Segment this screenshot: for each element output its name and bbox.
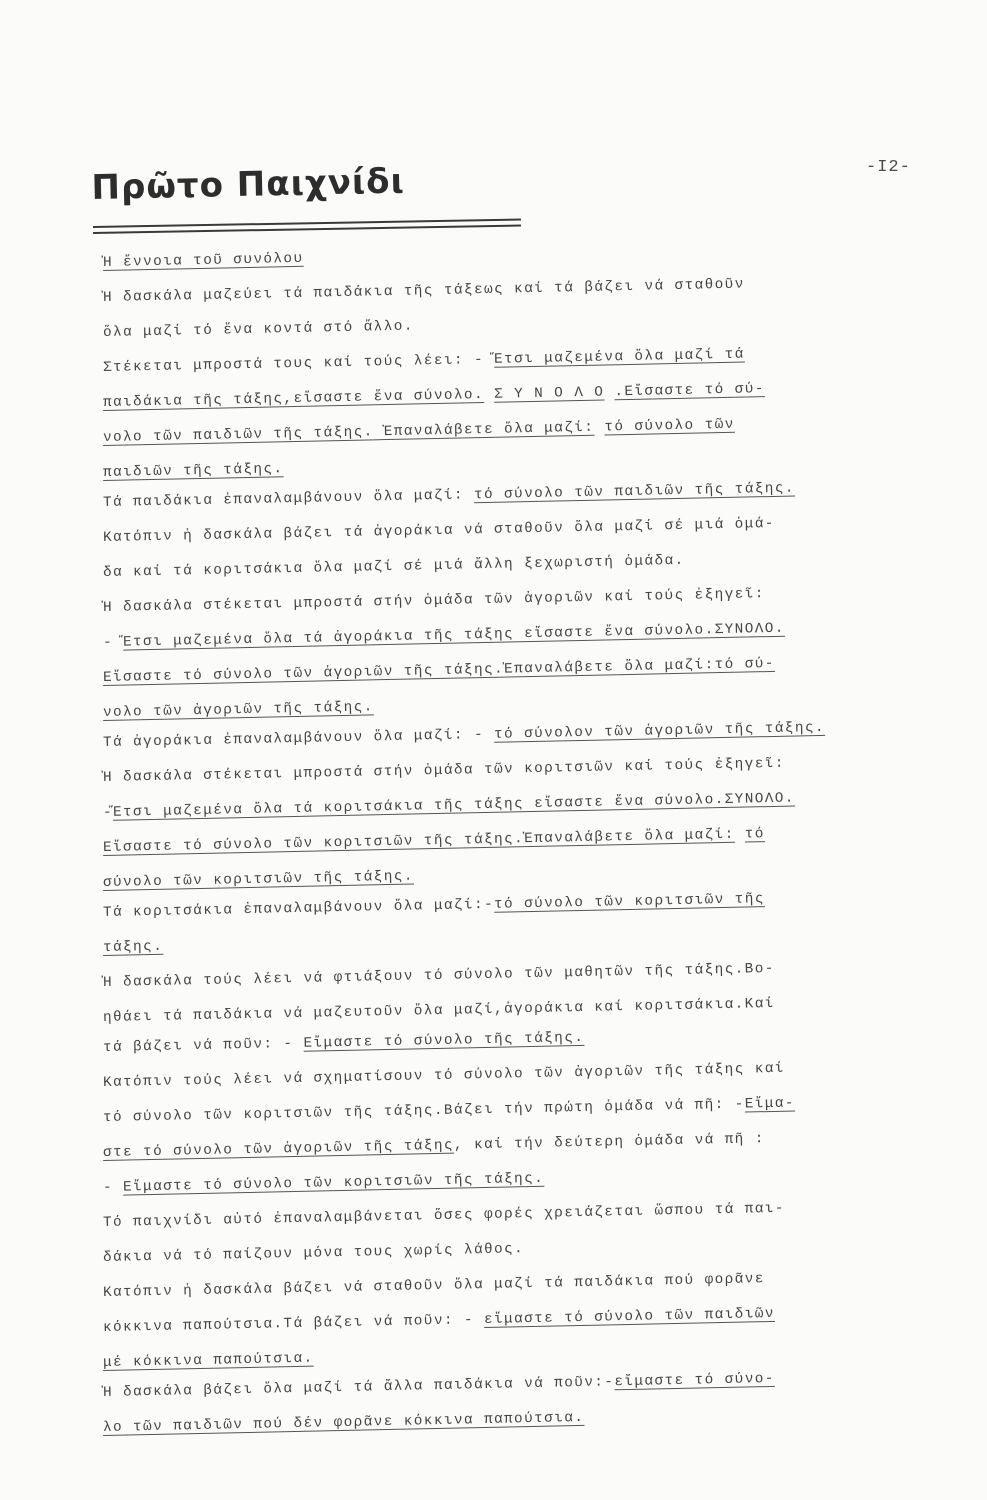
underlined-text: τό σύνολο τῶν παιδιῶν τῆς τάξης. bbox=[473, 480, 796, 504]
text-line bbox=[103, 791, 795, 821]
text-segment: ὅλα μαζί τό ἕνα κοντά στό ἄλλο. bbox=[102, 318, 415, 341]
text-segment: - bbox=[102, 804, 114, 821]
text-line bbox=[103, 1241, 524, 1266]
text-line bbox=[103, 251, 304, 271]
text-line bbox=[103, 1201, 785, 1231]
text-line bbox=[103, 347, 745, 376]
text-line bbox=[103, 656, 775, 686]
underlined-text: Ἡ ἔννοια τοῦ συνόλου bbox=[102, 250, 304, 271]
text-segment bbox=[735, 827, 745, 843]
underlined-text: Ἔτσι μαζεμένα ὅλα τά ἀγοράκια τῆς τάξης εἴσαστε ἕνα σύνολο.ΣΥΝΟΛΟ. bbox=[122, 620, 786, 651]
underlined-text: Ἔτσι μαζεμένα ὅλα μαζί τά bbox=[493, 346, 745, 368]
text-line bbox=[103, 1271, 765, 1301]
underlined-text: στε τό σύνολο τῶν ἀγοριῶν τῆς τάξης bbox=[102, 1137, 455, 1161]
text-segment: ηθάει τά παιδάκια νά μαζευτοῦν ὅλα μαζί,ἀγοράκια καί κοριτσάκια.Καί bbox=[102, 995, 776, 1026]
text-line bbox=[103, 417, 735, 446]
text-line bbox=[103, 553, 685, 581]
text-line bbox=[103, 961, 775, 991]
text-segment: Τά παιδάκια ἐπαναλαμβάνουν ὅλα μαζί: bbox=[102, 487, 475, 511]
text-segment: Τά κοριτσάκια ἐπαναλαμβάνουν ὅλα μαζί:- bbox=[102, 896, 495, 921]
text-line bbox=[103, 481, 795, 511]
text-line bbox=[103, 1171, 545, 1196]
underlined-text: Ἔτσι μαζεμένα ὅλα τά κοριτσάκια τῆς τάξης εἴσαστε ἕνα σύνολο.ΣΥΝΟΛΟ. bbox=[112, 790, 796, 821]
page-number: -I2- bbox=[866, 158, 911, 177]
text-line bbox=[103, 1351, 314, 1371]
text-line bbox=[103, 868, 414, 891]
underlined-text: τό σύνολο τῶν bbox=[604, 416, 735, 436]
text-segment: τό σύνολο τῶν κοριτσιῶν τῆς τάξης.Βάζει τήν πρώτη ὁμάδα νά πῆ: - bbox=[102, 1096, 745, 1126]
text-line bbox=[103, 461, 284, 481]
text-segment: τά βάζει νά ποῦν: - bbox=[102, 1035, 304, 1056]
text-segment: Ἡ δασκάλα μαζεύει τά παιδάκια τῆς τάξεως καί τά βάζει νά σταθοῦν bbox=[102, 276, 745, 306]
underlined-text: τό σύνολο τῶν κοριτσιῶν τῆς bbox=[493, 891, 765, 913]
text-segment: Τό παιχνίδι αὐτό ἐπαναλαμβάνεται ὅσες φορές χρειάζεται ὥσπου τά παι- bbox=[102, 1200, 786, 1231]
text-segment bbox=[594, 419, 604, 435]
underlined-text: Σ Υ Ν Ο Λ Ο bbox=[493, 384, 605, 403]
text-segment: , καί τήν δεύτερη ὁμάδα νά πῆ : bbox=[453, 1131, 765, 1154]
text-segment: - bbox=[102, 634, 124, 651]
text-segment bbox=[484, 387, 494, 403]
text-line bbox=[103, 756, 785, 786]
text-line bbox=[103, 1131, 765, 1161]
text-line bbox=[103, 381, 765, 411]
underlined-text: Εἴμαστε τό σύνολο τῶν κοριτσιῶν τῆς τάξης. bbox=[122, 1170, 545, 1196]
text-line bbox=[103, 996, 775, 1026]
text-segment: Κατόπιν ἡ δασκάλα βάζει τά ἀγοράκια νά σταθοῦν ὅλα μαζί σέ μιά ὁμά- bbox=[102, 515, 776, 546]
underlined-text: τό σύνολον τῶν ἀγοριῶν τῆς τάξης. bbox=[493, 719, 826, 743]
underlined-text: τό bbox=[744, 826, 765, 843]
underlined-text: παιδάκια τῆς τάξης,εἴσαστε ἕνα σύνολο. bbox=[102, 387, 485, 411]
text-line bbox=[103, 318, 414, 341]
page-title: Πρῶτο Παιχνίδι bbox=[91, 161, 406, 208]
underlined-text: Ἐπαναλάβετε ὅλα μαζί: bbox=[503, 657, 715, 678]
underlined-text: εἴμαστε τό σύνο- bbox=[614, 1370, 776, 1391]
text-segment: Ἡ δασκάλα στέκεται μπροστά στήν ὁμάδα τῶν κοριτσιῶν καί τούς ἐξηγεῖ: bbox=[102, 755, 786, 786]
text-line bbox=[103, 939, 164, 956]
underlined-text: Ἐπαναλάβετε ὅλα μαζί: bbox=[523, 826, 735, 848]
underlined-text: νολο τῶν παιδιῶν τῆς τάξης. bbox=[102, 424, 374, 446]
text-line bbox=[103, 1061, 785, 1091]
underlined-text: σύνολο τῶν κοριτσιῶν τῆς τάξης. bbox=[102, 868, 415, 891]
underlined-text: παιδιῶν τῆς τάξης. bbox=[102, 461, 284, 481]
text-line bbox=[103, 516, 775, 546]
text-segment: δάκια νά τό παίζουν μόνα τους χωρίς λάθος. bbox=[102, 1241, 525, 1266]
text-segment: Στέκεται μπροστά τους καί τούς λέει: - bbox=[102, 351, 495, 376]
underlined-text: τό σύ- bbox=[714, 655, 776, 674]
text-line bbox=[103, 1030, 585, 1056]
text-line bbox=[103, 1410, 585, 1436]
underlined-text: εἴμαστε τό σύνολο τῶν παιδιῶν bbox=[483, 1305, 776, 1329]
text-segment: - bbox=[102, 1179, 124, 1196]
text-segment: Τά ἀγοράκια ἐπαναλαμβάνουν ὅλα μαζί: - bbox=[102, 726, 495, 751]
text-line bbox=[103, 720, 825, 751]
text-line bbox=[103, 586, 765, 616]
underlined-text: νολο τῶν ἀγοριῶν τῆς τάξης. bbox=[102, 699, 374, 721]
text-line bbox=[103, 699, 374, 721]
text-segment bbox=[604, 384, 614, 400]
text-segment: Κατόπιν τούς λέει νά σχηματίσουν τό σύνολο τῶν ἀγοριῶν τῆς τάξης καί bbox=[102, 1060, 786, 1091]
underlined-text: Ἐπαναλάβετε ὅλα μαζί: bbox=[373, 419, 595, 441]
text-line bbox=[103, 277, 745, 306]
underlined-text: Εἴσαστε τό σύνολο τῶν κοριτσιῶν τῆς τάξης. bbox=[102, 831, 525, 856]
underlined-text: Εἴμαστε τό σύνολο τῆς τάξης. bbox=[303, 1029, 585, 1052]
text-line bbox=[103, 1096, 795, 1126]
text-line bbox=[103, 891, 765, 921]
text-segment: δα καί τά κοριτσάκια ὅλα μαζί σέ μιά ἄλλη ξεχωριστή ὁμάδα. bbox=[102, 552, 685, 581]
underlined-text: τάξης. bbox=[102, 938, 164, 956]
underlined-text: .Εἴσαστε τό σύ- bbox=[614, 381, 765, 401]
text-line bbox=[103, 1306, 775, 1336]
text-segment: Ἡ δασκάλα βάζει ὅλα μαζί τά ἄλλα παιδάκια νά ποῦν:- bbox=[102, 1374, 615, 1401]
underlined-text: Εἴσαστε τό σύνολο τῶν ἀγοριῶν τῆς τάξης. bbox=[102, 661, 505, 686]
text-line bbox=[103, 621, 785, 651]
text-segment: Ἡ δασκάλα στέκεται μπροστά στήν ὁμάδα τῶν ἀγοριῶν καί τούς ἐξηγεῖ: bbox=[102, 586, 765, 616]
text-line bbox=[103, 826, 765, 856]
underlined-text: λο τῶν παιδιῶν πού δέν φορᾶνε κόκκινα παπούτσια. bbox=[102, 1409, 585, 1436]
underlined-text: Εἴμα- bbox=[744, 1095, 796, 1113]
text-segment: Κατόπιν ἡ δασκάλα βάζει νά σταθοῦν ὅλα μαζί τά παιδάκια πού φορᾶνε bbox=[102, 1271, 765, 1301]
text-line bbox=[103, 1371, 775, 1401]
text-segment: Ἡ δασκάλα τούς λέει νά φτιάξουν τό σύνολο τῶν μαθητῶν τῆς τάξης.Βο- bbox=[102, 960, 776, 991]
underlined-text: μέ κόκκινα παπούτσια. bbox=[102, 1350, 314, 1371]
text-segment: κόκκινα παπούτσια.Τά βάζει νά ποῦν: - bbox=[102, 1312, 485, 1336]
